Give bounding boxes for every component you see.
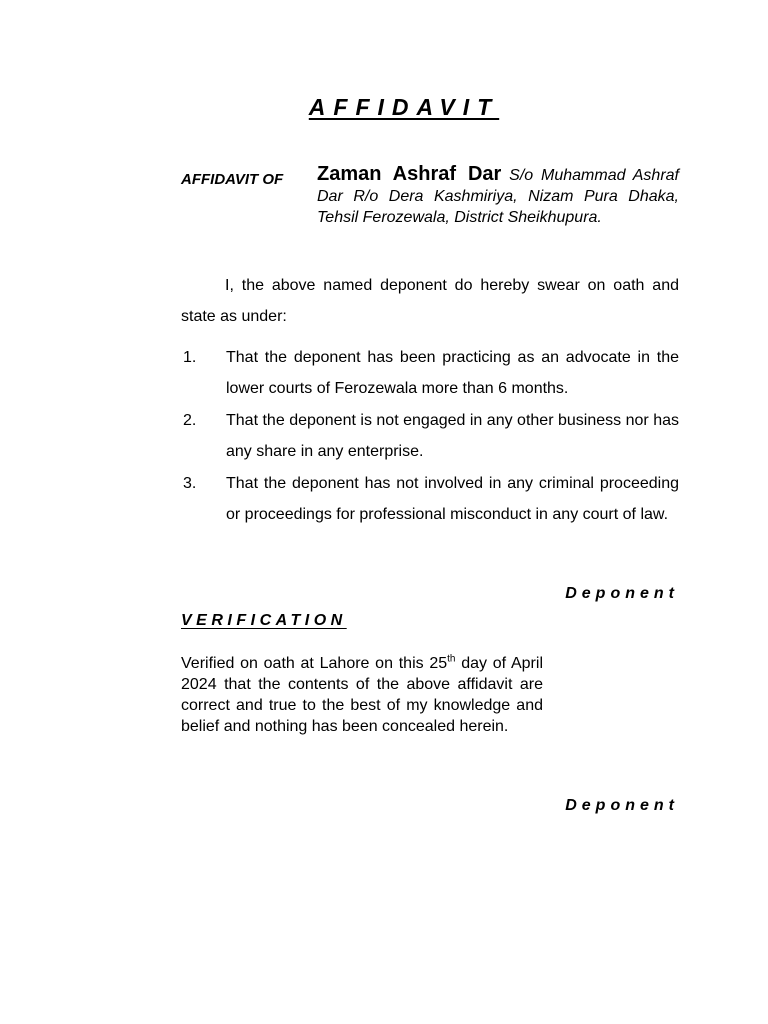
list-item [181,342,679,404]
item-number: 2. [183,412,197,429]
list-item [181,405,679,467]
item-text: That the deponent has not involved in any criminal proceeding or proceedings for professional misconduct in any court of law. [226,475,679,523]
verification-text [181,653,543,737]
deponent-details: S/o Muhammad Ashraf Dar R/o Dera Kashmiriya, Nizam Pura Dhaka, Tehsil Ferozewala, District Sheikhupura. [317,167,679,226]
document-title: AFFIDAVIT [308,94,500,120]
deponent-info [317,164,679,228]
item-number: 3. [183,475,197,492]
intro-paragraph: I, the above named deponent do hereby swear on oath and state as under: [181,277,679,325]
verification-text-start: Verified on oath at Lahore on this 25 [181,655,448,672]
deponent-signature-label: Deponent [565,585,679,602]
verification-heading: VERIFICATION [181,612,347,629]
affidavit-of-label: AFFIDAVIT OF [181,171,284,188]
day-suffix: th [447,653,456,665]
deponent-name: Zaman Ashraf Dar [317,163,502,185]
verification-text-end: day of April 2024 that the contents of the above affidavit are correct and true to the best of my knowledge and belief and nothing has been concealed herein. [181,655,543,735]
statement-list [181,342,679,531]
list-item [181,468,679,530]
verification-deponent-label: Deponent [565,797,679,814]
item-text: That the deponent is not engaged in any other business nor has any share in any enterprise. [226,412,679,460]
item-number: 1. [183,349,197,366]
item-text: That the deponent has been practicing as an advocate in the lower courts of Ferozewala more than 6 months. [226,349,679,397]
